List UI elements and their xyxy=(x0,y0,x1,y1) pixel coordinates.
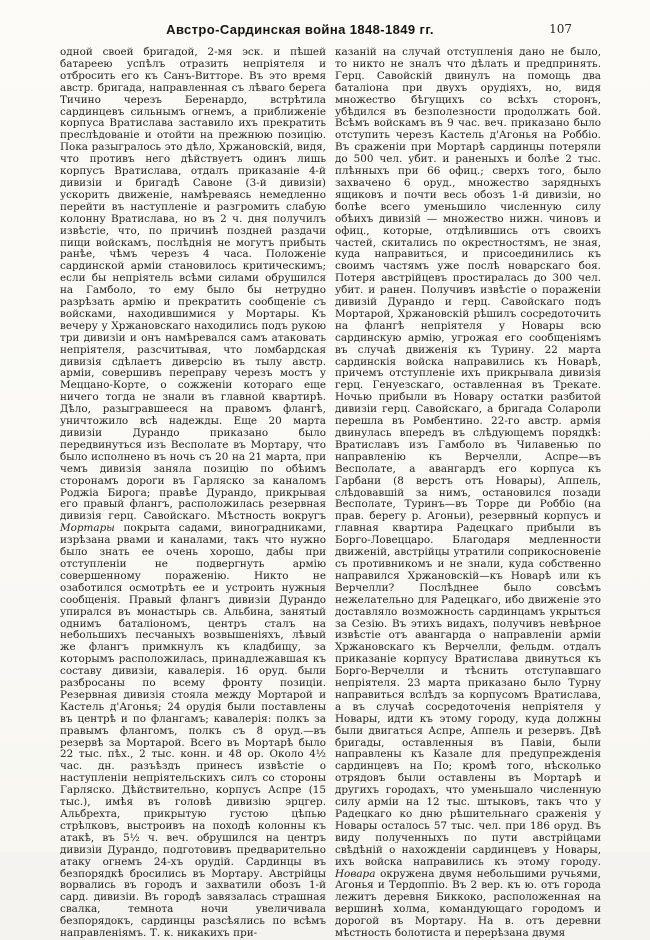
left-column xyxy=(60,47,326,940)
left-column-italic-term: Мортары xyxy=(60,522,115,535)
left-column-text-1: одной своей бригадой, 2-мя эск. и пѣшей батареею успѣлъ отразить непріятеля и отбросить его къ Санъ-Витторе. Въ это время австр. бригада, направленная съ лѣваго берега Тичино черезъ Беренардо, встрѣтила сардинцевъ сильнымъ огнемъ, а приближеніе корпуса Вратислава заставило ихъ прекратить преслѣдованіе и отойти на прежнюю позицію. Пока разыгралось это дѣло, Хржановскій, видя, что противъ него дѣйствуетъ одинъ лишь корпусъ Вратислава, отдалъ приказаніе 4-й дивизіи и бригадѣ Савоне (3-й дивизіи) ускорить движеніе, намѣреваясь немедленно перейти въ наступленіе и разгромить слабую колонну Вратислава, но въ 2 ч. дня получилъ извѣстіе, что, по причинѣ поздней раздачи пищи войскамъ, послѣднія не могутъ прибыть ранѣе, чѣмъ черезъ 4 часа. Положеніе сардинской арміи становилось критическимъ; если бы непріятель всѣми силами обрушился на Гамболо, то ему было бы нетрудно разрѣзать армію и прекратить сообщеніе съ войсками, находившимися у Мортары. Къ вечеру у Хржановскаго находились подъ рукою три дивизіи и онъ намѣревался самъ атаковать непріятеля, разсчитывая, что ломбардская дивизія сдѣлаетъ диверсію въ тылу австр. арміи, совершивъ переправу черезъ мостъ у Меццано-Корте, о сожженіи котораго еще ничего тогда не знали въ главной квартирѣ. Дѣло, разыгравшееся на правомъ флангѣ, уничтожило всѣ надежды. Еще 20 марта дивизіи Дурандо приказано было передвинуться изъ Весполате въ Мортару, что было исполнено въ ночь съ 20 на 21 марта, при чемъ дивизія заняла позицію по обѣимъ сторонамъ дороги въ Гарляско за каналомъ Роджіа Бирога; правѣе Дурандо, прикрывая его правый флангъ, расположилась резервная дивизія герц. Савойскаго. Мѣстность вокругъ xyxy=(60,46,326,523)
page-header-title: Австро-Сардинская война 1848-1849 гг. xyxy=(166,22,434,37)
running-header xyxy=(60,22,600,40)
right-column-text-1: казаній на случай отступленія дано не было, то никто не зналъ что дѣлать и предпринять. Герц. Савойскій двинулъ на помощь два баталіона при двухъ орудіяхъ, но, видя множество бѣгущихъ со всѣхъ сторонъ, убѣдился въ безполезности продолжать бой. Всѣмъ войскамъ въ 9 час. веч. приказано было отступить черезъ Кастель д'Агонья на Роббіо. Въ сраженіи при Мортарѣ сардинцы потеряли до 500 чел. убит. и раненыхъ и болѣе 2 тыс. плѣнныхъ при 66 офиц.; сверхъ того, было захвачено 6 оруд., множество зарядныхъ ящиковъ и почти весь обозъ 1-й дивизіи, но болѣе всего уменьшило численную силу обѣихъ дивизій — множество нижн. чиновъ и офиц., которые, отдѣлившись отъ своихъ частей, скитались по окрестностямъ, не зная, куда направиться, и присоединились къ своимъ частямъ уже послѣ новарскаго боя. Потеря австрійцевъ простиралась до 300 чел. убит. и ранен. Получивъ извѣстіе о пораженіи дивизій Дурандо и герц. Савойскаго подъ Мортарой, Хржановскій рѣшилъ сосредоточить на флангѣ непріятеля у Новары всю сардинскую армію, угрожая его сообщеніямъ въ случаѣ движенія къ Турину. 22 марта сардинскія войска направились къ Новарѣ, причемъ отступленіе ихъ прикрывала дивизія герц. Генуезскаго, оставленная въ Трекате. Ночью прибыли въ Новару остатки разбитой дивизіи герц. Савойскаго, а бригада Солароли перешла въ Ромбентино. 22-го австр. армія двинулась впередъ въ слѣдующемъ порядкѣ: Вратиславъ изъ Гамболо въ Чилавенью по направленію къ Верчелли, Аспре—въ Весполате, а авангардъ его корпуса къ Гарбани (8 верстъ отъ Новары), Аппель, слѣдовавшій за нимъ, остановился позади Весполате, Туринъ—въ Торре ди Роббіо (на прав. берегу р. Агоньи), резервный корпусъ и главная квартира Радецкаго прибыли въ Борго-Ловеццаро. Благодаря медленности движеній, австрійцы утратили соприкосновеніе съ противникомъ и не знали, куда собственно направился Хржановскій—къ Новарѣ или къ Верчелли? Послѣднее было совсѣмъ нежелательно для Радецкаго, ибо движеніе это доставляло возможность сардинцамъ укрыться за Сезію. Въ этихъ видахъ, получивъ невѣрное извѣстіе отъ авангарда о направленіи арміи Хржановскаго къ Верчелли, фельдм. отдалъ приказаніе корпусу Вратислава двинуться къ Борго-Верчелли и тѣснить отступавшаго непріятеля. 23 марта приказано было Турну направиться вслѣдъ за корпусомъ Вратислава, а въ случаѣ сосредоточенія непріятеля у Новары, идти къ этому городу, куда должны были двигаться Аспре, Аппель и резервъ. Двѣ бригады, оставленныя въ Павіи, были направлены къ Казале для предупрежденія сардинцевъ на По; кромѣ того, нѣсколько отрядовъ были оставлены въ Мортарѣ и другихъ городахъ, что уменьшало численную силу арміи на 12 тыс. штыковъ, такъ что у Радецкаго ко дню рѣшительнаго сраженія у Новары осталось 57 тыс. чел. при 186 оруд. Въ виду полученныхъ по пути австрійцами свѣдѣній о нахожденіи сардинцевъ у Новары, ихъ войска направились къ этому городу. xyxy=(335,46,601,868)
text-columns xyxy=(60,47,601,940)
right-column xyxy=(335,47,601,940)
left-column-text-2: покрыта садами, виноградниками, изрѣзана рвами и каналами, такъ что нужно было знать ее очень хорошо, дабы при отступленіи не подвергнуть армію совершенному пораженію. Никто не озаботился осмотрѣть ее и устроить нужныя сообщенія. Правый флангъ дивизіи Дурандо упирался въ монастырь св. Альбина, занятый однимъ баталіономъ, центръ сталъ на небольшихъ песчаныхъ возвышеніяхъ, лѣвый же флангъ примкнулъ къ кладбищу, за которымъ расположилась, принадлежавшая къ составу дивизіи, кавалерія. 16 оруд. были разбросаны по всему фронту позиціи. Резервная дивизія стояла между Мортарой и Кастель д'Агонья; 24 орудія были поставлены въ центрѣ и по флангамъ; кавалерія: полкъ за правымъ флангомъ, полкъ съ 8 оруд.—въ резервѣ за Мортарой. Всего въ Мортарѣ было 22 тыс. пѣх., 2 тыс. конн. и 48 ор. Около 4½ час. дн. разъѣздъ принесъ извѣстіе о наступленіи непріятельскихъ силъ со стороны Гарляско. Дѣйствительно, корпусъ Аспре (15 тыс.), имѣя въ головѣ дивизію эрцгер. Альбрехта, прикрытую густою цѣпью стрѣлковъ, выстроивъ на походѣ колонны къ атакѣ, въ 5½ ч. веч. обрушился на центръ дивизіи Дурандо, подготовивъ предварительно атаку огнемъ 24-хъ орудій. Сардинцы въ безпорядкѣ бросились въ Мортару. Австрійцы ворвались въ городъ и захватили обозъ 1-й сард. дивизіи. Въ городѣ завязалась страшная свалка, темнота ночи увеличивала безпорядокъ, сардинцы разсѣялись по всѣмъ направленіямъ. Т. к. никакихъ при- xyxy=(60,522,326,940)
right-column-italic-term: Новара xyxy=(335,867,376,880)
page-number: 107 xyxy=(549,22,572,36)
right-column-text-2: окружена двумя небольшими ручьями, Агонья и Тердоппіо. Въ 2 вер. къ ю. отъ города лежитъ деревня Биккоко, расположенная на вершинѣ холма, командующаго городомъ и дорогой въ Мортару. На в. отъ деревни мѣстность болотиста и перерѣзана двумя xyxy=(335,867,601,940)
